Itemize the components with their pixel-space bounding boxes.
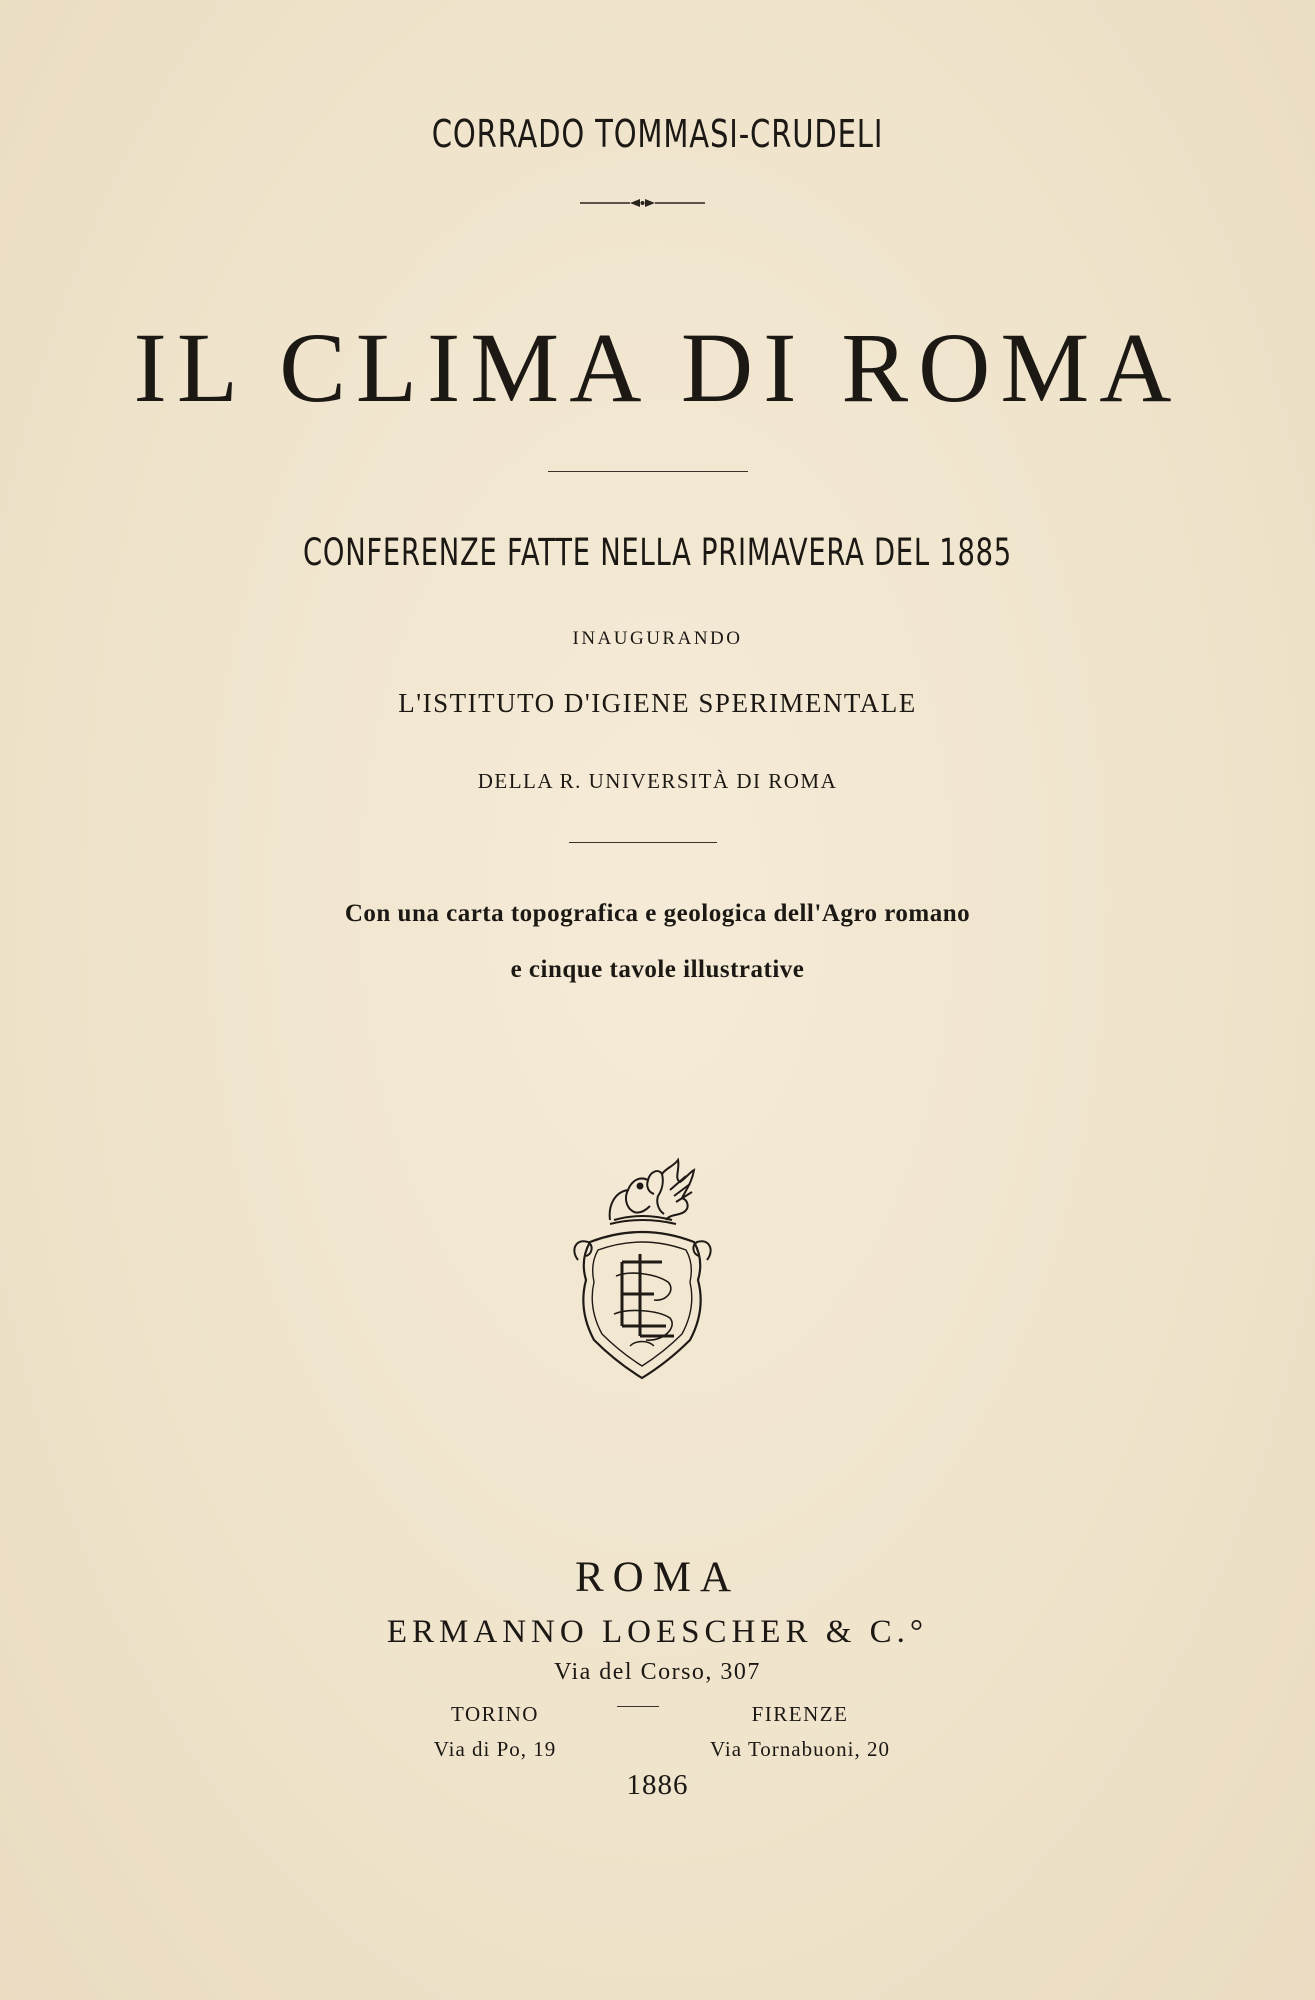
publisher-address: Via del Corso, 307 bbox=[554, 1659, 761, 1685]
author-name: CORRADO TOMMASI-CRUDELI bbox=[431, 112, 884, 156]
publication-year: 1886 bbox=[626, 1769, 689, 1801]
branch-firenze-address: Via Tornabuoni, 20 bbox=[710, 1737, 890, 1761]
book-subtitle: CONFERENZE FATTE NELLA PRIMAVERA DEL 1885 bbox=[303, 531, 1012, 574]
branch-torino-address: Via di Po, 19 bbox=[433, 1737, 557, 1761]
imprint-city: ROMA bbox=[574, 1554, 741, 1601]
publisher-crest-icon bbox=[570, 1150, 715, 1382]
publisher-name: ERMANNO LOESCHER & C.° bbox=[386, 1614, 929, 1650]
institute-line: L'ISTITUTO D'IGIENE SPERIMENTALE bbox=[398, 688, 917, 718]
university-line: DELLA R. UNIVERSITÀ DI ROMA bbox=[477, 769, 838, 793]
branch-torino-city: TORINO bbox=[451, 1702, 539, 1726]
section-rule bbox=[569, 842, 717, 843]
branch-separator bbox=[617, 1706, 659, 1707]
branch-firenze-city: FIRENZE bbox=[751, 1702, 849, 1726]
description-line-2: e cinque tavole illustrative bbox=[510, 956, 805, 983]
title-rule bbox=[548, 471, 748, 472]
description-line-1: Con una carta topografica e geologica dell'Agro romano bbox=[344, 900, 971, 927]
inaugurando-line: INAUGURANDO bbox=[572, 628, 743, 649]
ornamental-divider-icon bbox=[580, 196, 705, 210]
book-title: IL CLIMA DI ROMA bbox=[133, 312, 1182, 423]
